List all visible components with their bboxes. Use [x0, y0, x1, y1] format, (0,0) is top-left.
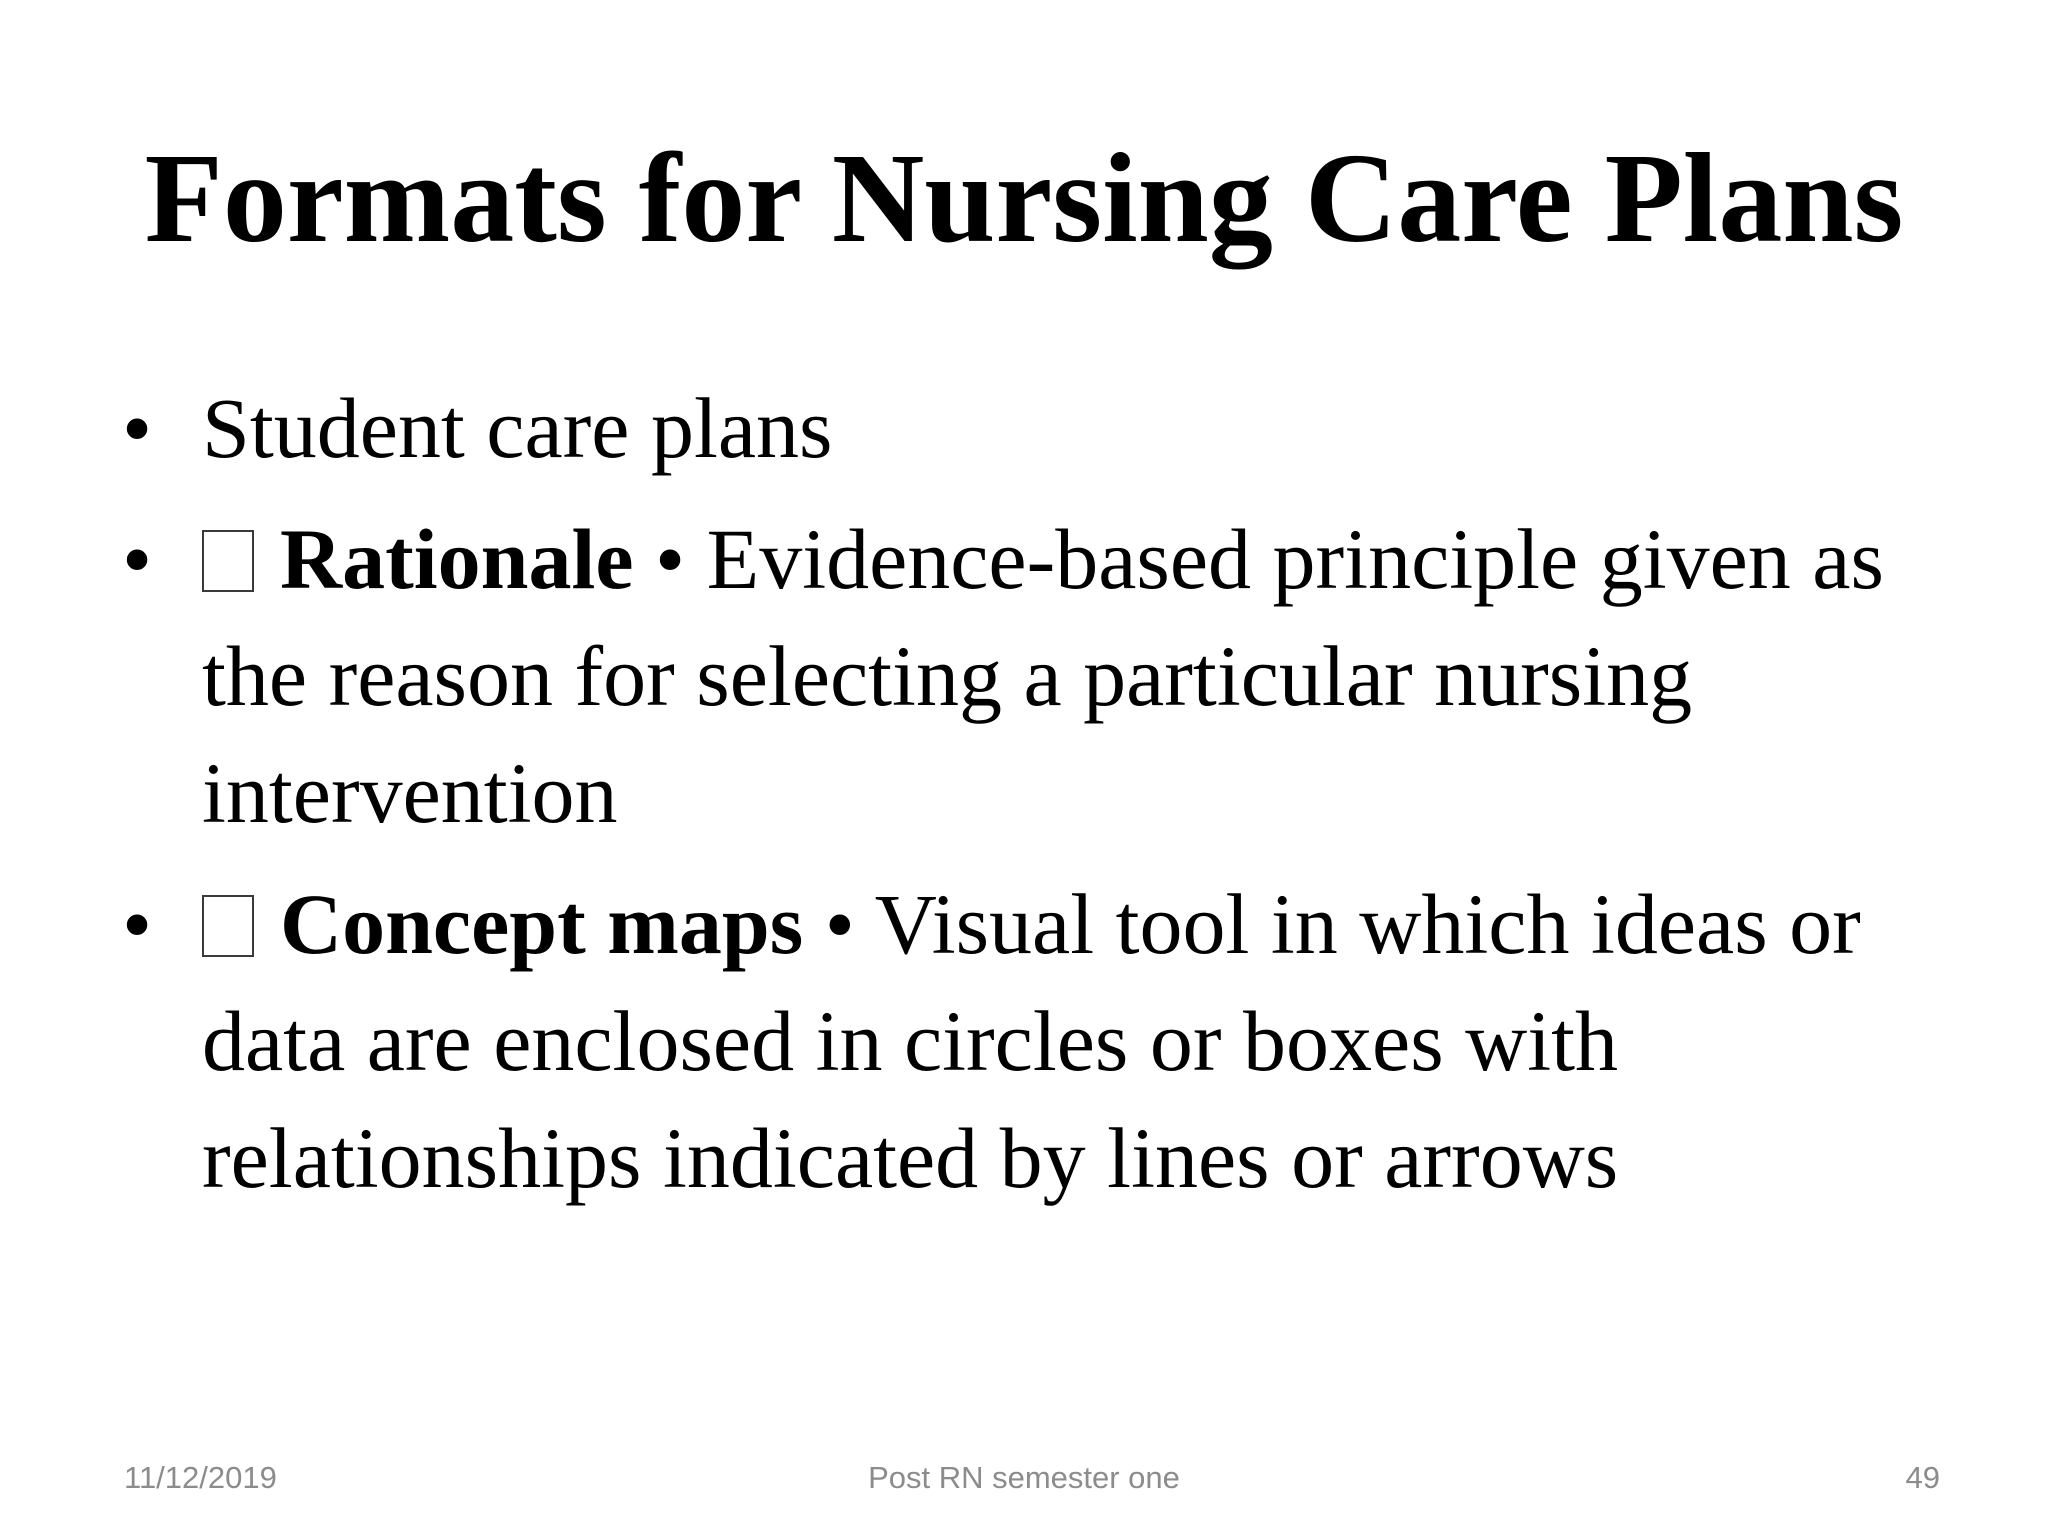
bullet-term: Rationale — [280, 511, 634, 607]
slide-title: Formats for Nursing Care Plans — [144, 127, 1904, 269]
bullet-term: Concept maps — [280, 876, 804, 972]
bullet-text: Student care plans — [202, 380, 833, 476]
bullet-marker: • — [122, 876, 153, 972]
bullet-separator: • — [633, 511, 707, 607]
box-icon — [202, 895, 254, 957]
bullet-marker: • — [122, 380, 153, 476]
footer-date: 11/12/2019 — [124, 1460, 277, 1495]
bullet-marker: • — [122, 511, 153, 607]
footer-page-number: 49 — [1905, 1460, 1940, 1495]
footer-center-text: Post RN semester one — [868, 1460, 1180, 1495]
bullet-item-rationale — [122, 501, 1972, 852]
bullet-item-concept-maps — [122, 866, 1972, 1217]
bullet-text: Evidence-based principle given as the reason for selecting a particular nursing intervention — [202, 511, 1884, 841]
box-icon — [202, 530, 254, 592]
bullet-separator: • — [803, 876, 875, 972]
bullet-list — [122, 370, 1972, 1231]
bullet-item-student-care-plans — [122, 370, 1972, 487]
bullet-text: Visual tool in which ideas or data are enclosed in circles or boxes with relationships indicated by lines or arrows — [202, 876, 1861, 1206]
